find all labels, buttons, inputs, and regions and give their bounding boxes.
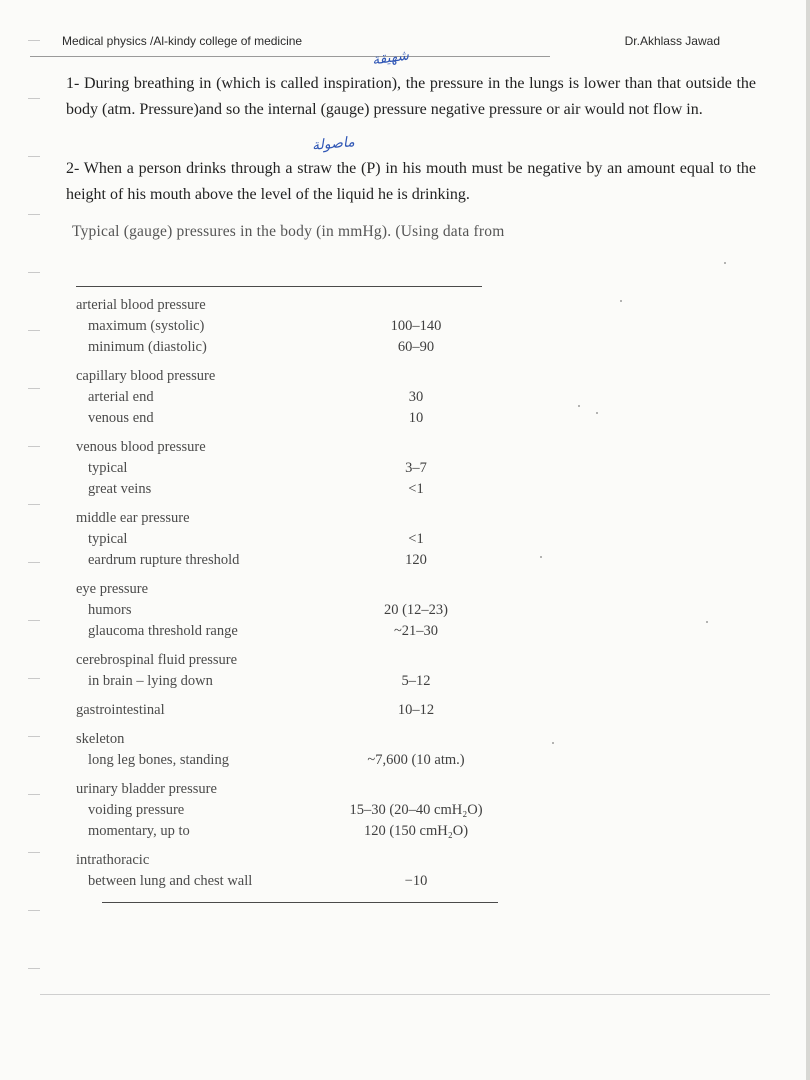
group-name: middle ear pressure [76, 510, 190, 526]
row-value: 100–140 [390, 318, 442, 334]
row-label: great veins [88, 481, 152, 497]
group-gap [76, 500, 516, 508]
group-gap [76, 358, 516, 366]
table-row [76, 316, 516, 337]
table-group-heading [76, 508, 516, 529]
table-row [76, 479, 516, 500]
row-value: 3–7 [405, 460, 427, 476]
row-value: <1 [408, 481, 424, 497]
row-value: 5–12 [401, 673, 431, 689]
table-group-heading [76, 850, 516, 871]
group-name: intrathoracic [76, 852, 150, 868]
handwritten-note-inspiration: شهيقة [371, 47, 410, 69]
handwritten-note-straw: ماصولة [311, 134, 356, 154]
group-name: arterial blood pressure [76, 297, 206, 313]
table-bottom-rule [102, 902, 498, 903]
table-group-heading [76, 366, 516, 387]
row-label: maximum (systolic) [88, 318, 205, 334]
scan-speck [540, 556, 542, 558]
row-value: −10 [404, 873, 428, 889]
scan-speck [706, 621, 708, 623]
course-title: Medical physics /Al-kindy college of medicine [62, 34, 303, 48]
group-gap [76, 692, 516, 700]
row-label: arterial end [88, 389, 154, 405]
group-name: gastrointestinal [76, 702, 165, 718]
table-row [76, 408, 516, 429]
row-value: 60–90 [397, 339, 435, 355]
table-row [76, 337, 516, 358]
scan-speck [578, 405, 580, 407]
table-row [76, 550, 516, 571]
table-group-heading [76, 437, 516, 458]
table-group-heading [76, 295, 516, 316]
scan-bottom-line [40, 994, 770, 995]
row-value: 30 [408, 389, 424, 405]
table-group-heading [76, 700, 516, 721]
table-group-heading [76, 579, 516, 600]
table-row [76, 621, 516, 642]
row-value: 20 (12–23) [383, 602, 449, 618]
row-label: voiding pressure [88, 802, 185, 818]
table-group-heading [76, 650, 516, 671]
group-gap [76, 571, 516, 579]
page-edge-shadow [806, 0, 810, 1080]
row-value: 10 [408, 410, 424, 426]
table-row [76, 387, 516, 408]
table-group-heading [76, 779, 516, 800]
row-value: 15–30 (20–40 cmH₂O) [349, 802, 483, 818]
row-label: glaucoma threshold range [88, 623, 238, 639]
group-name: capillary blood pressure [76, 368, 216, 384]
row-label: long leg bones, standing [88, 752, 229, 768]
row-label: eardrum rupture threshold [88, 552, 240, 568]
table-row [76, 871, 516, 892]
table-row [76, 458, 516, 479]
table-row [76, 600, 516, 621]
table-row [76, 821, 516, 842]
group-gap [76, 842, 516, 850]
row-label: between lung and chest wall [88, 873, 253, 889]
row-value: 120 (150 cmH₂O) [363, 823, 469, 839]
scan-speck [552, 742, 554, 744]
header-rule [30, 56, 550, 57]
row-value: ~7,600 (10 atm.) [367, 752, 465, 768]
table-row [76, 800, 516, 821]
group-gap [76, 642, 516, 650]
table-group-heading [76, 729, 516, 750]
scan-speck [620, 300, 622, 302]
pressure-table [76, 295, 516, 892]
author-name: Dr.Akhlass Jawad [624, 34, 720, 48]
row-label: typical [88, 531, 128, 547]
table-top-rule [76, 286, 482, 287]
row-label: venous end [88, 410, 154, 426]
paragraph-inspiration: 1- During breathing in (which is called inspiration), the pressure in the lungs is lower than that outside the body (atm. Pressure)and so the internal (gauge) pressure negative pressure or air would not flow in. [66, 75, 756, 118]
group-name: venous blood pressure [76, 439, 206, 455]
scan-speck [724, 262, 726, 264]
row-label: typical [88, 460, 128, 476]
row-label: in brain – lying down [88, 673, 213, 689]
table-row [76, 750, 516, 771]
margin-ticks [28, 40, 42, 1040]
group-name: skeleton [76, 731, 125, 747]
group-value: 10–12 [397, 702, 435, 718]
row-value: 120 [405, 552, 427, 568]
group-gap [76, 721, 516, 729]
paragraph-straw: 2- When a person drinks through a straw the (P) in his mouth must be negative by an amount equal to the height of his mouth above the level of the liquid he is drinking. [66, 160, 756, 203]
row-label: minimum (diastolic) [88, 339, 207, 355]
group-name: cerebrospinal fluid pressure [76, 652, 238, 668]
table-caption: Typical (gauge) pressures in the body (in mmHg). (Using data from [72, 223, 505, 240]
scan-speck [596, 412, 598, 414]
row-value: ~21–30 [393, 623, 439, 639]
group-name: eye pressure [76, 581, 149, 597]
group-name: urinary bladder pressure [76, 781, 217, 797]
row-value: <1 [408, 531, 424, 547]
row-label: momentary, up to [88, 823, 190, 839]
group-gap [76, 771, 516, 779]
group-gap [76, 429, 516, 437]
table-row [76, 529, 516, 550]
table-row [76, 671, 516, 692]
row-label: humors [88, 602, 132, 618]
